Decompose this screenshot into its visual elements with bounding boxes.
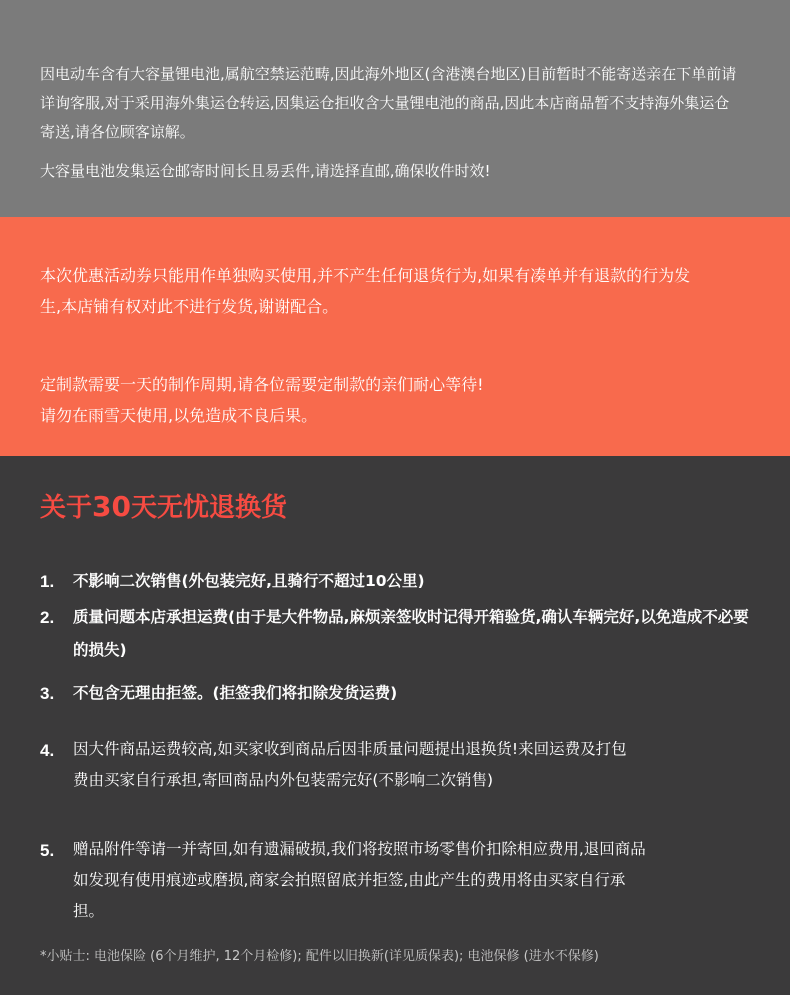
rule-text: 不影响二次销售(外包装完好,且骑行不超过10公里) [73, 572, 425, 590]
returns-rule [40, 601, 750, 667]
rule-text: 因大件商品运费较高,如买家收到商品后因非质量问题提出退换货!来回运费及打包费由买家自行承担,寄回商品内外包装需完好(不影响二次销售) [73, 740, 627, 789]
custom-order-text [40, 369, 750, 431]
overseas-shipping-text: 因电动车含有大容量锂电池,属航空禁运范畴,因此海外地区(含港澳台地区)目前暂时不能寄送亲在下单前请详询客服,对于采用海外集运仓转运,因集运仓拒收含大量锂电池的商品,因此本店商品暂不支持海外集运仓寄送,请各位顾客谅解。 [40, 65, 737, 141]
rule-index: 3. [40, 684, 55, 703]
returns-rule [40, 565, 750, 598]
weather-warning-line: 请勿在雨雪天使用,以免造成不良后果。 [40, 406, 318, 425]
returns-policy [0, 456, 790, 995]
returns-rule [40, 734, 750, 796]
returns-title-suffix: 天无忧退换货 [130, 493, 287, 523]
returns-rule [40, 834, 750, 927]
returns-title-prefix: 关于 [40, 493, 93, 523]
rule-index: 4. [40, 741, 55, 760]
returns-rule-list [40, 565, 750, 927]
rule-index: 1. [40, 572, 55, 591]
returns-title-days: 30 [92, 490, 131, 523]
battery-shipping-text: 大容量电池发集运仓邮寄时间长且易丢件,请选择直邮,确保收件时效! [40, 162, 491, 180]
rule-index: 2. [40, 608, 55, 627]
rule-text: 质量问题本店承担运费(由于是大件物品,麻烦亲签收时记得开箱验货,确认车辆完好,以免造成不必要的损失) [73, 608, 749, 659]
rule-text: 赠品附件等请一并寄回,如有遗漏破损,我们将按照市场零售价扣除相应费用,退回商品如发现有使用痕迹或磨损,商家会拍照留底并拒签,由此产生的费用将由买家自行承担。 [73, 840, 646, 920]
returns-title [40, 482, 750, 532]
rule-index: 5. [40, 841, 55, 860]
rule-text: 不包含无理由拒签。(拒签我们将扣除发货运费) [73, 684, 398, 702]
returns-rule [40, 677, 750, 710]
custom-order-line: 定制款需要一天的制作周期,请各位需要定制款的亲们耐心等待! [40, 375, 484, 394]
coupon-usage-text: 本次优惠活动券只能用作单独购买使用,并不产生任何退货行为,如果有凑单并有退款的行为发生,本店铺有权对此不进行发货,谢谢配合。 [40, 266, 691, 316]
battery-warranty-tip: *小贴士: 电池保险 (6个月维护, 12个月检修); 配件以旧换新(详见质保表); 电池保修 (进水不保修) [40, 949, 599, 964]
overseas-shipping-notice [0, 0, 790, 217]
coupon-notice [0, 217, 790, 456]
